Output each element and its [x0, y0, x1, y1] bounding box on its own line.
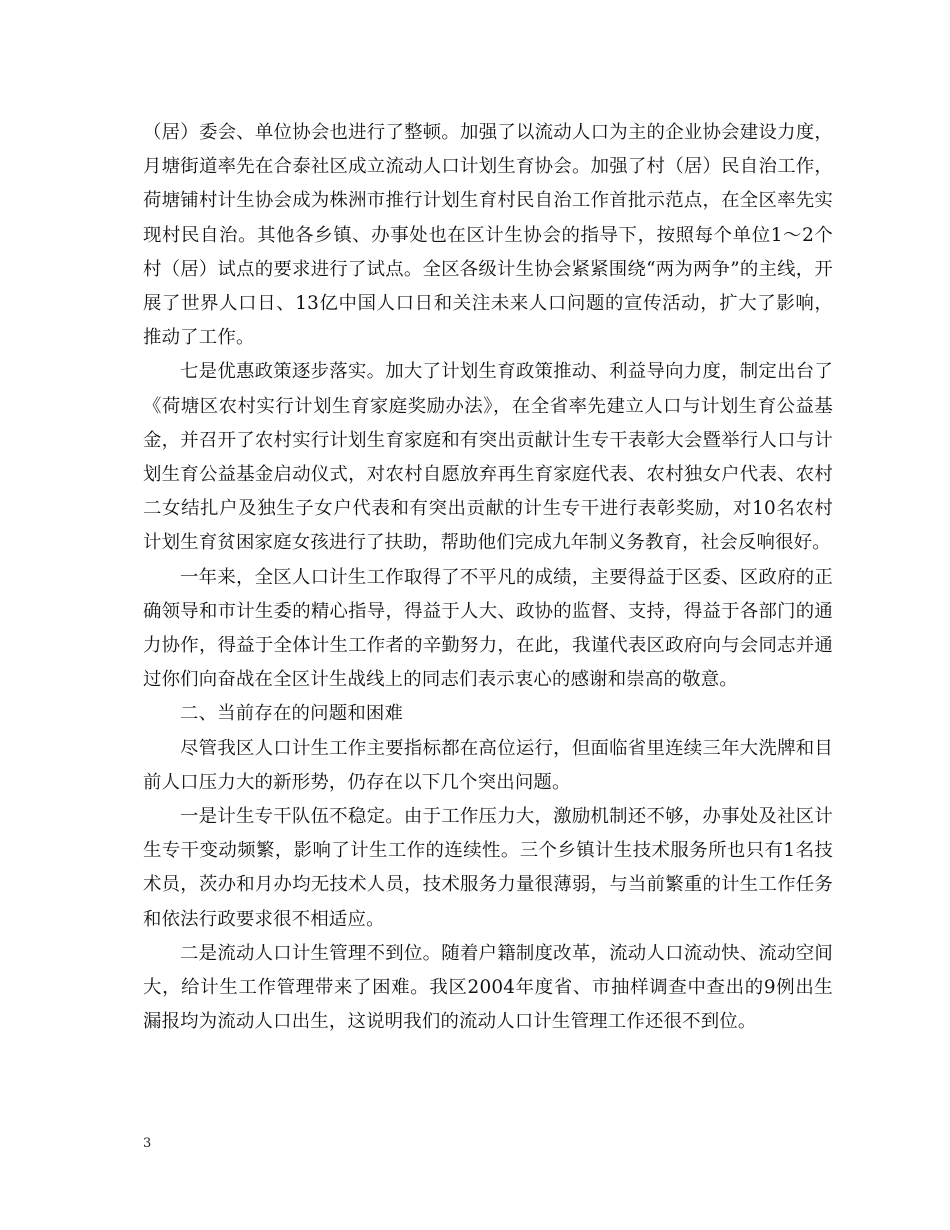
- document-body: [143, 116, 833, 1039]
- paragraph-floating-population: 二是流动人口计生管理不到位。随着户籍制度改革，流动人口流动快、流动空间大，给计生工作管理带来了困难。我区2004年度省、市抽样调查中查出的9例出生漏报均为流动人口出生，这说明我们的流动人口计生管理工作还很不到位。: [143, 942, 833, 1033]
- paragraph-achievements-summary: 一年来，全区人口计生工作取得了不平凡的成绩，主要得益于区委、区政府的正确领导和市计生委的精心指导，得益于人大、政协的监督、支持，得益于各部门的通力协作，得益于全体计生工作者的辛勤努力，在此，我谨代表区政府向与会同志并通过你们向奋战在全区计生战线上的同志们表示衷心的感谢和崇高的敬意。: [143, 566, 833, 691]
- paragraph-preferential-policies: 七是优惠政策逐步落实。加大了计划生育政策推动、利益导向力度，制定出台了《荷塘区农村实行计划生育家庭奖励办法》，在全省率先建立人口与计划生育公益基金，并召开了农村实行计划生育家庭和有突出贡献计生专干表彰大会暨举行人口与计划生育公益基金启动仪式，对农村自愿放弃再生育家庭代表、农村独女户代表、农村二女结扎户及独生子女户代表和有突出贡献的计生专干进行表彰奖励，对10名农村计划生育贫困家庭女孩进行了扶助，帮助他们完成九年制义务教育，社会反响很好。: [143, 361, 833, 554]
- paragraph-staff-instability: 一是计生专干队伍不稳定。由于工作压力大，激励机制还不够，办事处及社区计生专干变动频繁，影响了计生工作的连续性。三个乡镇计生技术服务所也只有1名技术员，茨办和月办均无技术人员，技术服务力量很薄弱，与当前繁重的计生工作任务和依法行政要求很不相适应。: [143, 806, 833, 930]
- page-number: 3: [143, 1136, 152, 1151]
- paragraph-problems-intro: 尽管我区人口计生工作主要指标都在高位运行，但面临省里连续三年大洗牌和目前人口压力大的新形势，仍存在以下几个突出问题。: [143, 737, 833, 793]
- section-heading-problems: 二、当前存在的问题和困难: [180, 703, 404, 725]
- paragraph-continuation: （居）委会、单位协会也进行了整顿。加强了以流动人口为主的企业协会建设力度，月塘街道率先在合泰社区成立流动人口计划生育协会。加强了村（居）民自治工作，荷塘铺村计生协会成为株洲市推行计划生育村民自治工作首批示范点，在全区率先实现村民自治。其他各乡镇、办事处也在区计生协会的指导下，按照每个单位1～2个村（居）试点的要求进行了试点。全区各级计生协会紧紧围绕“两为两争”的主线，开展了世界人口日、13亿中国人口日和关注未来人口问题的宣传活动，扩大了影响，推动了工作。: [143, 122, 833, 349]
